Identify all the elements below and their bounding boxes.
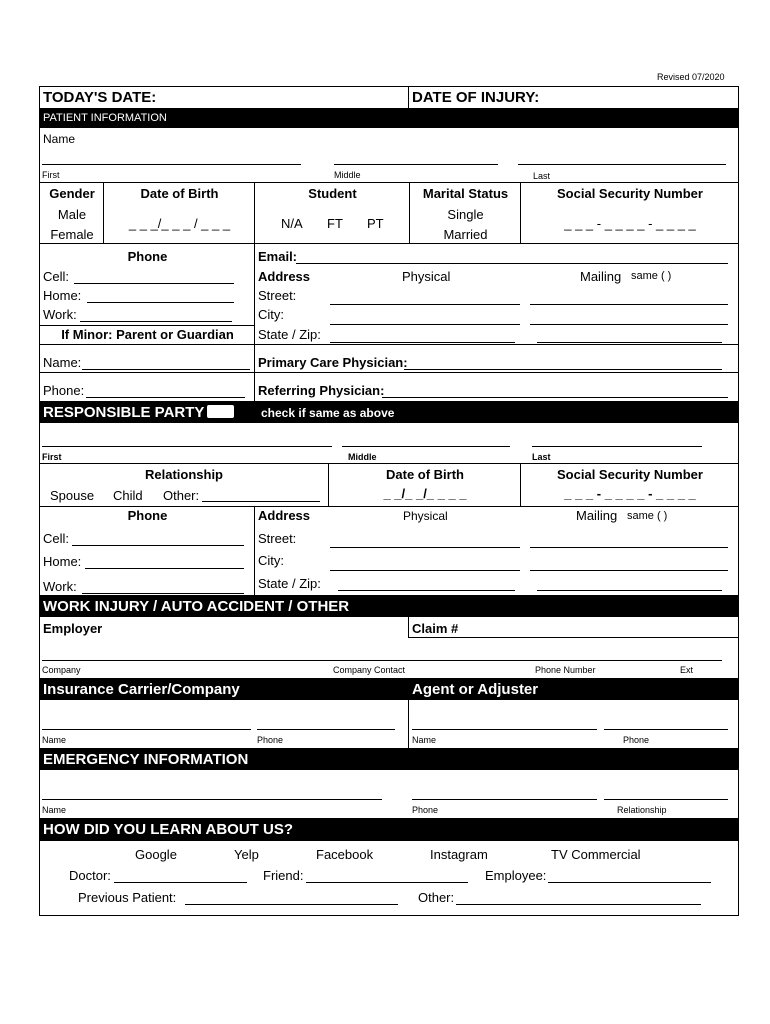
rp-spouse[interactable]: Spouse xyxy=(50,488,95,503)
rp-physical-street-field[interactable] xyxy=(330,547,520,548)
agent-phone-field[interactable] xyxy=(604,729,728,730)
rp-mailing-state-field[interactable] xyxy=(537,590,722,591)
learn-employee-field[interactable] xyxy=(548,882,711,883)
learn-other-label: Other: xyxy=(418,890,455,905)
rp-last-field[interactable] xyxy=(532,446,702,447)
marital-label: Marital Status xyxy=(422,186,509,201)
date-of-injury-label: DATE OF INJURY: xyxy=(412,89,540,106)
referring-field[interactable] xyxy=(382,397,728,398)
emergency-name-caption: Name xyxy=(42,805,67,815)
work-injury-header: WORK INJURY / AUTO ACCIDENT / OTHER xyxy=(40,595,739,617)
first-name-field[interactable] xyxy=(42,164,301,165)
revised-date: Revised 07/2020 xyxy=(657,72,725,82)
rp-cell-label: Cell: xyxy=(43,531,70,546)
emergency-phone-field[interactable] xyxy=(412,799,597,800)
learn-previous-field[interactable] xyxy=(185,904,398,905)
email-field[interactable] xyxy=(296,263,728,264)
marital-married[interactable]: Married xyxy=(443,227,488,242)
learn-friend-field[interactable] xyxy=(306,882,468,883)
phone-label: Phone xyxy=(127,249,168,264)
dob-label: Date of Birth xyxy=(140,186,219,201)
rp-physical-state-field[interactable] xyxy=(338,590,515,591)
marital-single[interactable]: Single xyxy=(447,207,484,222)
physical-street-field[interactable] xyxy=(330,304,520,305)
rp-work-label: Work: xyxy=(43,579,77,594)
form-frame xyxy=(39,86,739,916)
todays-date-label: TODAY'S DATE: xyxy=(43,89,157,106)
emergency-relationship-field[interactable] xyxy=(604,799,728,800)
learn-google[interactable]: Google xyxy=(135,847,177,862)
student-na[interactable]: N/A xyxy=(281,216,303,231)
learn-tv-commercial[interactable]: TV Commercial xyxy=(551,847,641,862)
agent-name-field[interactable] xyxy=(412,729,597,730)
ext-caption: Ext xyxy=(680,665,694,675)
learn-yelp[interactable]: Yelp xyxy=(234,847,259,862)
emergency-relationship-caption: Relationship xyxy=(617,805,667,815)
claim-label: Claim # xyxy=(412,621,459,636)
rp-middle-field[interactable] xyxy=(342,446,510,447)
rp-dob-field[interactable]: _ _/_ _/_ _ _ _ xyxy=(383,486,467,501)
rp-dob-label: Date of Birth xyxy=(386,467,464,482)
contact-caption: Company Contact xyxy=(333,665,406,675)
guardian-phone-label: Phone: xyxy=(43,383,85,398)
gender-male[interactable]: Male xyxy=(57,207,87,222)
learn-doctor-field[interactable] xyxy=(114,882,247,883)
street-label: Street: xyxy=(258,288,297,303)
work-field[interactable] xyxy=(80,321,232,322)
rp-work-field[interactable] xyxy=(82,593,244,594)
rp-middle-caption: Middle xyxy=(348,452,377,462)
rp-other-label: Other: xyxy=(163,488,200,503)
rp-first-field[interactable] xyxy=(42,446,332,447)
agent-name-caption: Name xyxy=(412,735,437,745)
rp-cell-field[interactable] xyxy=(72,545,244,546)
rp-phone-label: Phone xyxy=(127,508,168,523)
mailing-label: Mailing xyxy=(580,269,622,284)
emergency-name-field[interactable] xyxy=(42,799,382,800)
guardian-name-field[interactable] xyxy=(82,369,250,370)
rp-ssn-field[interactable]: _ _ _ - _ _ _ _ - _ _ _ _ xyxy=(564,486,696,501)
employer-label: Employer xyxy=(43,621,103,636)
learn-previous-label: Previous Patient: xyxy=(78,890,177,905)
rp-first-caption: First xyxy=(42,452,62,462)
mailing-city-field[interactable] xyxy=(530,324,728,325)
physical-city-field[interactable] xyxy=(330,324,520,325)
state-zip-label: State / Zip: xyxy=(258,327,321,342)
rp-address-label: Address xyxy=(258,508,311,523)
insurance-phone-caption: Phone xyxy=(257,735,284,745)
rp-home-field[interactable] xyxy=(85,568,244,569)
agent-phone-caption: Phone xyxy=(623,735,650,745)
rp-relationship-label: Relationship xyxy=(144,467,223,482)
gender-female[interactable]: Female xyxy=(50,227,94,242)
work-label: Work: xyxy=(43,307,77,322)
insurance-header: Insurance Carrier/Company Agent or Adjuster xyxy=(40,678,739,700)
same-checkbox[interactable]: same ( ) xyxy=(631,270,672,282)
emergency-phone-caption: Phone xyxy=(412,805,439,815)
rp-other-field[interactable] xyxy=(202,501,320,502)
home-label: Home: xyxy=(43,288,82,303)
learn-other-field[interactable] xyxy=(456,904,701,905)
insurance-name-field[interactable] xyxy=(42,729,251,730)
cell-label: Cell: xyxy=(43,269,70,284)
home-field[interactable] xyxy=(87,302,234,303)
student-pt[interactable]: PT xyxy=(367,216,384,231)
rp-last-caption: Last xyxy=(532,452,551,462)
rp-physical-city-field[interactable] xyxy=(330,570,520,571)
last-name-field[interactable] xyxy=(518,164,726,165)
dob-field[interactable]: _ _ _/_ _ _ / _ _ _ xyxy=(128,216,231,231)
ssn-field[interactable]: _ _ _ - _ _ _ _ - _ _ _ _ xyxy=(564,216,696,231)
insurance-phone-field[interactable] xyxy=(257,729,395,730)
email-label: Email: xyxy=(258,249,298,264)
rp-mailing-label: Mailing xyxy=(576,508,618,523)
rp-same-checkbox[interactable]: same ( ) xyxy=(627,510,668,522)
insurance-name-caption: Name xyxy=(42,735,67,745)
gender-label: Gender xyxy=(49,186,95,201)
mailing-state-field[interactable] xyxy=(537,342,722,343)
patient-info-header: PATIENT INFORMATION xyxy=(40,108,739,128)
rp-street-label: Street: xyxy=(258,531,297,546)
pcp-label: Primary Care Physician: xyxy=(258,355,408,370)
emergency-header: EMERGENCY INFORMATION xyxy=(40,748,739,770)
mailing-street-field[interactable] xyxy=(530,304,728,305)
responsible-party-header: RESPONSIBLE PARTY check if same as above xyxy=(40,401,739,423)
cell-field[interactable] xyxy=(74,283,234,284)
guardian-phone-field[interactable] xyxy=(86,397,245,398)
name-label: Name xyxy=(43,132,76,146)
rp-physical-label: Physical xyxy=(403,509,448,523)
phone-number-caption: Phone Number xyxy=(535,665,596,675)
last-caption: Last xyxy=(533,171,551,181)
learn-instagram[interactable]: Instagram xyxy=(430,847,488,862)
ssn-label: Social Security Number xyxy=(557,186,703,201)
learn-doctor-label: Doctor: xyxy=(69,868,111,883)
rp-home-label: Home: xyxy=(43,554,82,569)
rp-state-zip-label: State / Zip: xyxy=(258,576,321,591)
employer-field[interactable] xyxy=(42,660,722,661)
rp-city-label: City: xyxy=(258,553,284,568)
learn-facebook[interactable]: Facebook xyxy=(316,847,374,862)
rp-child[interactable]: Child xyxy=(113,488,143,503)
middle-name-field[interactable] xyxy=(334,164,498,165)
pcp-field[interactable] xyxy=(404,369,722,370)
same-as-above-checkbox[interactable] xyxy=(207,405,234,418)
middle-caption: Middle xyxy=(334,170,361,180)
rp-ssn-label: Social Security Number xyxy=(557,467,703,482)
rp-mailing-city-field[interactable] xyxy=(530,570,728,571)
physical-label: Physical xyxy=(402,269,451,284)
rp-mailing-street-field[interactable] xyxy=(530,547,728,548)
referring-label: Referring Physician: xyxy=(258,383,385,398)
physical-state-field[interactable] xyxy=(330,342,515,343)
learn-employee-label: Employee: xyxy=(485,868,547,883)
student-label: Student xyxy=(308,186,357,201)
company-caption: Company xyxy=(42,665,81,675)
learn-friend-label: Friend: xyxy=(263,868,304,883)
student-ft[interactable]: FT xyxy=(327,216,343,231)
address-label: Address xyxy=(258,269,311,284)
city-label: City: xyxy=(258,307,284,322)
first-caption: First xyxy=(42,170,60,180)
guardian-name-label: Name: xyxy=(43,355,82,370)
learn-header: HOW DID YOU LEARN ABOUT US? xyxy=(40,818,739,841)
minor-label: If Minor: Parent or Guardian xyxy=(61,327,234,342)
